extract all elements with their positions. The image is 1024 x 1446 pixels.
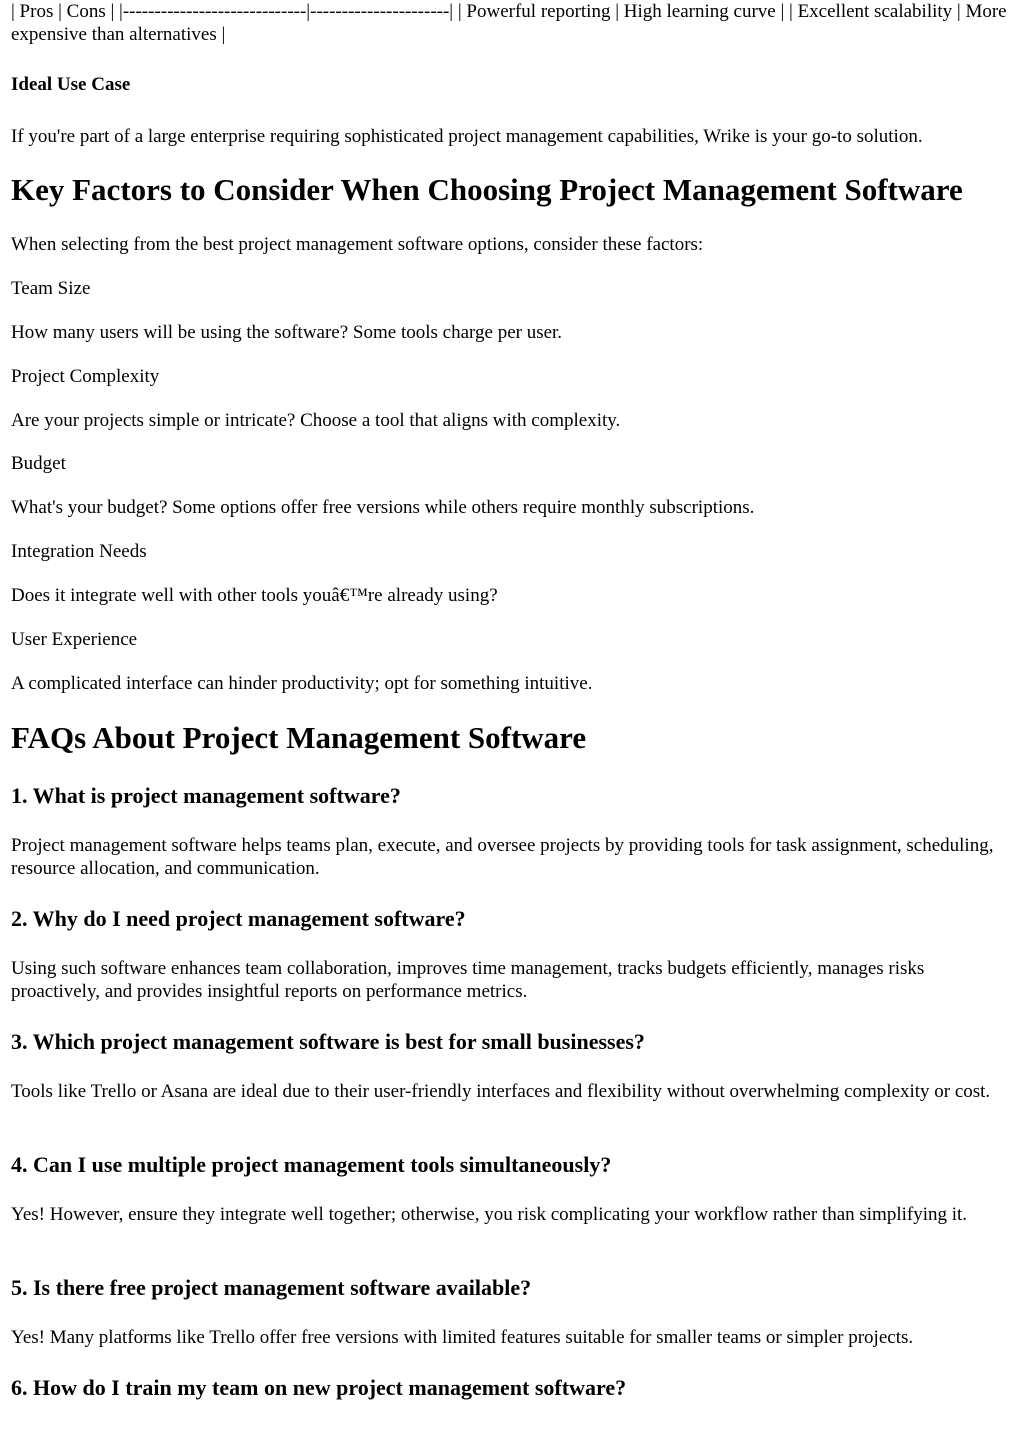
factor-text-user-experience: A complicated interface can hinder productivity; opt for something intuitive.	[11, 673, 593, 694]
factor-text-project-complexity: Are your projects simple or intricate? Choose a tool that aligns with complexity.	[11, 410, 621, 431]
faqs-heading: FAQs About Project Management Software	[11, 720, 587, 755]
ideal-use-case-heading: Ideal Use Case	[11, 74, 131, 95]
faq-question-2: 2. Why do I need project management software?	[11, 906, 466, 931]
faq-answer-5: Yes! Many platforms like Trello offer free versions with limited features suitable for smaller teams or simpler projects.	[11, 1327, 914, 1348]
factor-title-user-experience: User Experience	[11, 629, 138, 650]
key-factors-heading: Key Factors to Consider When Choosing Project Management Software	[11, 172, 963, 207]
factor-title-team-size: Team Size	[11, 278, 91, 299]
faq-answer-4: Yes! However, ensure they integrate well together; otherwise, you risk complicating your workflow rather than simplifying it.	[11, 1204, 968, 1225]
factor-text-integration-needs: Does it integrate well with other tools youâ€™re already using?	[11, 585, 498, 606]
factor-title-budget: Budget	[11, 453, 66, 474]
faq-answer-1: Project management software helps teams plan, execute, and oversee projects by providing tools for task assignment, scheduling, resource allocation, and communication.	[11, 835, 994, 879]
faq-question-3: 3. Which project management software is best for small businesses?	[11, 1029, 645, 1054]
factor-text-team-size: How many users will be using the software? Some tools charge per user.	[11, 322, 563, 343]
faq-question-4: 4. Can I use multiple project management tools simultaneously?	[11, 1152, 612, 1177]
factor-text-budget: What's your budget? Some options offer free versions while others require monthly subscriptions.	[11, 497, 755, 518]
faq-question-1: 1. What is project management software?	[11, 783, 401, 808]
ideal-use-case-text: If you're part of a large enterprise requiring sophisticated project management capabilities, Wrike is your go-to solution.	[11, 126, 923, 147]
faq-answer-3: Tools like Trello or Asana are ideal due to their user-friendly interfaces and flexibility without overwhelming complexity or cost.	[11, 1081, 991, 1102]
factor-title-project-complexity: Project Complexity	[11, 366, 160, 387]
faq-question-5: 5. Is there free project management software available?	[11, 1275, 532, 1300]
factor-title-integration-needs: Integration Needs	[11, 541, 147, 562]
key-factors-intro: When selecting from the best project management software options, consider these factors:	[11, 234, 704, 255]
faq-question-6: 6. How do I train my team on new project management software?	[11, 1375, 627, 1400]
pros-cons-table-text: | Pros | Cons | |-----------------------------|----------------------| | Powerful reporting | High learning curve | | Excellent scalability | More expensive than alternatives |	[11, 1, 1007, 45]
faq-answer-2: Using such software enhances team collaboration, improves time management, tracks budgets efficiently, manages risks proactively, and provides insightful reports on performance metrics.	[11, 958, 925, 1002]
